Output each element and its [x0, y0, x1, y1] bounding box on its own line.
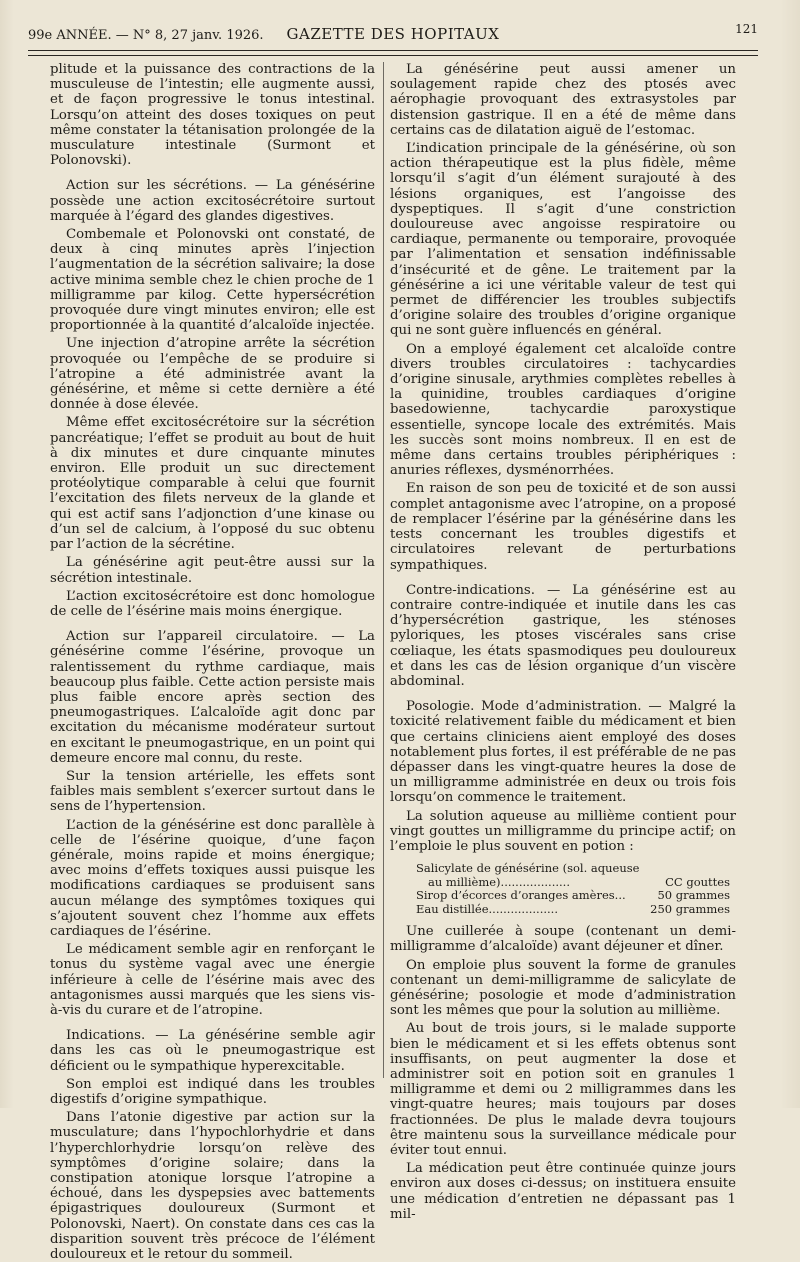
formula-ingredient: Eau distillée................... [416, 901, 558, 916]
formula-row [416, 876, 736, 890]
header-rule-thin [28, 55, 758, 56]
journal-title: GAZETTE DES HOPITAUX [286, 25, 500, 43]
paragraph: Une injection d’atropine arrête la sécrétion provoquée ou l’empêche de se produire si l’atropine a été administrée avant la génésérine, et même si cette dernière a été donnée à dose élevée. [50, 336, 375, 413]
paragraph: L’action de la génésérine est donc parallèle à celle de l’ésérine quoique, d’une façon générale, moins rapide et moins énergique; avec moins d’effets toxiques aussi puisque les modifications cardiaques se produisent sans aucun mélange des symptômes toxiques qui s’ajoutent souvent chez l’homme aux effets cardiaques de l’ésérine. [50, 817, 375, 939]
formula-row [416, 903, 736, 917]
paragraph: Action sur les sécrétions. — La génésérine possède une action excitosécrétoire surtout marquée à l’égard des glandes digestives. [50, 178, 375, 224]
paragraph: Le médicament semble agir en renforçant le tonus du système vagal avec une énergie inférieure à celle de l’ésérine mais avec des antagonismes aussi marqués que les siens vis-à-vis du curare et de l’atropine. [50, 942, 375, 1018]
paragraph: Une cuillerée à soupe (contenant un demi-milligramme d’alcaloïde) avant déjeuner et dîner. [390, 924, 736, 955]
section-contre-indications: Contre-indications. — La génésérine est au contraire contre-indiquée et inutile dans les cas d’hypersécrétion gastrique, les sténoses pyloriques, les ptoses viscérales sans crise cœliaque, les états spasmodiques peu douloureux et dans les cas de lésion organique d’un viscère abdominal. [390, 582, 736, 689]
paragraph: La génésérine peut aussi amener un soulagement rapide chez des ptosés avec aérophagie provoquant des extrasystoles par distension gastrique. Il en a été de même dans certains cas de dilatation aiguë de l’estomac. [390, 62, 736, 138]
paragraph: La médication peut être continuée quinze jours environ aux doses ci-dessus; on instituera ensuite une médication d’entretien ne dépassant pas 1 mil- [390, 1161, 736, 1222]
paragraph: En raison de son peu de toxicité et de son aussi complet antagonisme avec l’atropine, on a proposé de remplacer l’ésérine par la génésérine dans les tests concernant les troubles digestifs et circulatoires relevant de perturbations sympathiques. [390, 481, 736, 573]
paragraph: Dans l’atonie digestive par action sur la musculature; dans l’hypochlorhydrie et dans l’hyperchlorhydrie lorsqu’on relève des symptômes d’origine solaire; dans la constipation atonique lorsque l’atropine a échoué, dans les dyspepsies avec battements épigastriques douloureux (Surmont et Polonovski, Naert). On constate dans ces cas la disparition souvent très précoce de l’élément douloureux et le retour du sommeil. [50, 1110, 375, 1262]
paragraph: Au bout de trois jours, si le malade supporte bien le médicament et si les effets obtenus sont insuffisants, on peut augmenter la dose et administrer soit en potion soit en granules 1 milligramme et demi ou 2 milligrammes dans les vingt-quatre heures; mais toujours par doses fractionnées. De plus le malade devra toujours être maintenu sous la surveillance médicale pour éviter tout ennui. [390, 1021, 736, 1158]
paragraph: On a employé également cet alcaloïde contre divers troubles circulatoires : tachycardies d’origine sinusale, arythmies complètes rebelles à la quinidine, troubles cardiaques d’origine basedowienne, tachycardie paroxystique essentielle, syncope locale des extrémités. Mais les succès sont moins nombreux. Il en est de même dans certains troubles périphériques : anuries réflexes, dysménorrhées. [390, 341, 736, 479]
paragraph: La solution aqueuse au millième contient pour vingt gouttes un milligramme du principe actif; on l’emploie le plus souvent en potion : [390, 808, 736, 854]
paragraph: On emploie plus souvent la forme de granules contenant un demi-milligramme de salicylate de génésérine; posologie et mode d’administration sont les mêmes que pour la solution au millième. [390, 957, 736, 1019]
formula-quantity: 250 grammes [650, 901, 730, 916]
formula-row [416, 862, 736, 876]
column-divider [383, 62, 384, 1078]
formula-ingredient: Salicylate de génésérine (sol. aqueuse [416, 861, 640, 876]
paragraph: plitude et la puissance des contractions de la musculeuse de l’intestin; elle augmente aussi, et de façon progressive le tonus intestinal. Lorsqu’on atteint des doses toxiques on peut même constater la tétanisation prolongée de la musculature intestinale (Surmont et Polonovski). [50, 62, 375, 169]
formula-ingredient: Sirop d’écorces d’oranges amères... [416, 888, 626, 903]
paragraph: Son emploi est indiqué dans les troubles digestifs d’origine sympathique. [50, 1076, 375, 1107]
page-header [28, 22, 758, 52]
paragraph: L’indication principale de la génésérine, où son action thérapeutique est la plus fidèle, même lorsqu’il s’agit d’un élément surajouté à des lésions organiques, est l’angoisse des dyspeptiques. Il s’agit d’une constriction douloureuse avec angoisse respiratoire ou cardiaque, permanente ou temporaire, provoquée par l’alimentation et sensation indéfinissable d’insécurité et de gêne. Le traitement par la génésérine a ici une véritable valeur de test qui permet de différencier les troubles subjectifs d’origine solaire des troubles d’origine organique qui ne sont guère influencés en général. [390, 141, 736, 339]
left-column [50, 62, 375, 1262]
paragraph: Combemale et Polonovski ont constaté, de deux à cinq minutes après l’injection l’augmentation de la sécrétion salivaire; la dose active minima semble chez le chien proche de 1 milligramme par kilog. Cette hypersécrétion provoquée dure vingt minutes environ; elle est proportionnée à la quantité d’alcaloïde injectée. [50, 227, 375, 334]
formula-quantity: 50 grammes [657, 888, 730, 903]
formula-ingredient: au millième)................... [428, 874, 570, 889]
paragraph: Sur la tension artérielle, les effets sont faibles mais semblent s’exercer surtout dans le sens de l’hypertension. [50, 768, 375, 815]
paragraph: L’action excitosécrétoire est donc homologue de celle de l’ésérine mais moins énergique. [50, 588, 375, 619]
section-indications: Indications. — La génésérine semble agir dans les cas où le pneumogastrique est déficient ou le sympathique hyperexcitable. [50, 1028, 375, 1074]
formula-quantity [730, 862, 736, 876]
paragraph: Même effet excitosécrétoire sur la sécrétion pancréatique; l’effet se produit au bout de huit à dix minutes et dure cinquante minutes environ. Elle produit un suc directement protéolytique comparable à celui que fournit l’excitation des filets nerveux de la glande et qui est actif sans l’adjonction d’une kinase ou d’un sel de calcium, à l’opposé du suc obtenu par l’action de la sécrétine. [50, 415, 375, 553]
prescription-formula [416, 862, 736, 916]
paragraph: La génésérine agit peut-être aussi sur la sécrétion intestinale. [50, 555, 375, 586]
formula-row [416, 889, 736, 903]
issue-line: 99e ANNÉE. — N° 8, 27 janv. 1926. [28, 28, 264, 43]
paragraph: Action sur l’appareil circulatoire. — La génésérine comme l’ésérine, provoque un ralentissement du rythme cardiaque, mais beaucoup plus faible. Cette action persiste mais plus faible encore après section des pneumogastriques. L’alcaloïde agit donc par excitation du mécanisme modérateur surtout en excitant le pneumogastrique, en un point qui demeure encore mal connu, du reste. [50, 629, 375, 766]
header-rule-thick [28, 50, 758, 51]
section-posologie: Posologie. Mode d’administration. — Malgré la toxicité relativement faible du médicament et bien que certains cliniciens aient employé des doses notablement plus fortes, il est préférable de ne pas dépasser dans les vingt-quatre heures la dose de un milligramme administrée en deux ou trois fois lorsqu’on commence le traitement. [390, 699, 736, 806]
formula-quantity: CC gouttes [665, 874, 730, 889]
page-number: 121 [735, 22, 758, 36]
right-column [390, 62, 736, 1222]
